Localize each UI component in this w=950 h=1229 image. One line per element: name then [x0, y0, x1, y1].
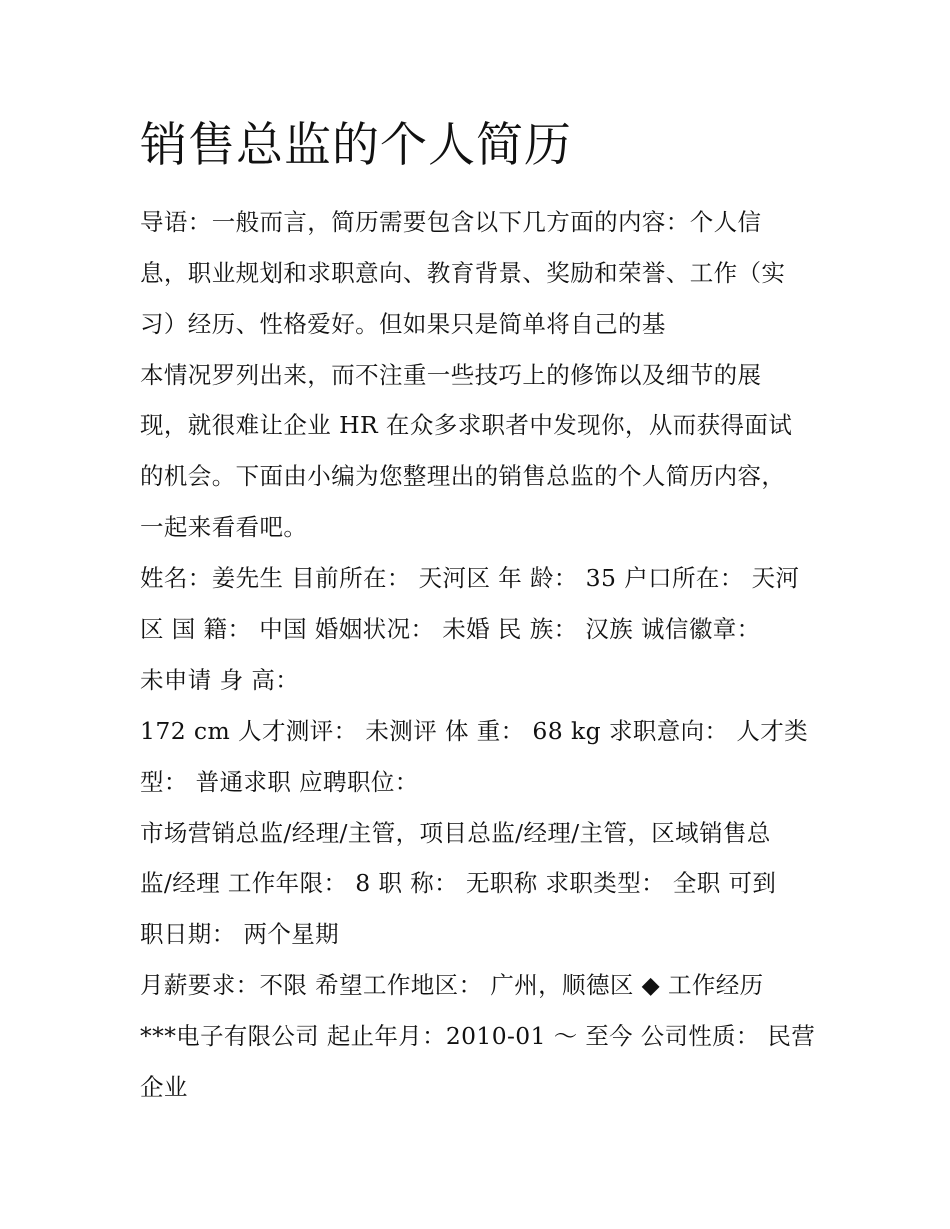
text-line-7: 一起来看看吧。 — [140, 513, 308, 541]
document-title: 销售总监的个人简历 — [140, 118, 572, 173]
text-line-10: 未申请 身 高： — [140, 666, 300, 694]
text-line-12: 型： 普通求职 应聘职位： — [140, 768, 419, 796]
text-line-15: 职日期： 两个星期 — [140, 920, 340, 948]
text-line-6: 的机会。下面由小编为您整理出的销售总监的个人简历内容， — [140, 462, 786, 490]
text-line-18: 企业 — [140, 1073, 188, 1101]
text-line-1: 导语：一般而言，简历需要包含以下几方面的内容：个人信 — [140, 208, 762, 236]
text-line-5: 现，就很难让企业 HR 在众多求职者中发现你，从而获得面试 — [140, 411, 793, 439]
text-line-14: 监/经理 工作年限： 8 职 称： 无职称 求职类型： 全职 可到 — [140, 869, 777, 897]
text-line-13: 市场营销总监/经理/主管，项目总监/经理/主管，区域销售总 — [140, 819, 771, 847]
text-line-17: ***电子有限公司 起止年月：2010-01 ～ 至今 公司性质： 民营 — [140, 1022, 816, 1050]
text-line-2: 息，职业规划和求职意向、教育背景、奖励和荣誉、工作（实 — [140, 259, 786, 287]
text-line-16: 月薪要求：不限 希望工作地区： 广州，顺德区 ◆ 工作经历 — [140, 971, 764, 999]
text-line-8: 姓名：姜先生 目前所在： 天河区 年 龄： 35 户口所在： 天河 — [140, 564, 800, 592]
text-line-4: 本情况罗列出来，而不注重一些技巧上的修饰以及细节的展 — [140, 361, 762, 389]
text-line-11: 172 cm 人才测评： 未测评 体 重： 68 kg 求职意向： 人才类 — [140, 717, 809, 745]
text-line-9: 区 国 籍： 中国 婚姻状况： 未婚 民 族： 汉族 诚信徽章： — [140, 615, 761, 643]
text-line-3: 习）经历、性格爱好。但如果只是简单将自己的基 — [140, 310, 666, 338]
